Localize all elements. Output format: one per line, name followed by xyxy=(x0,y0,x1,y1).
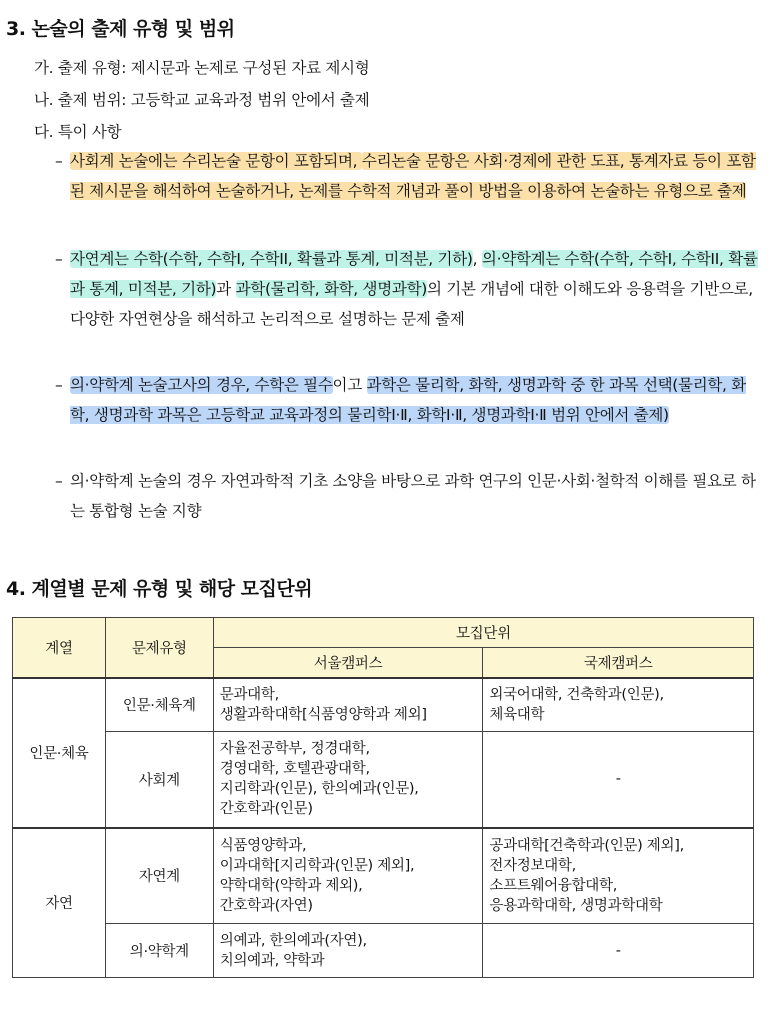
cell-line: 소프트웨어융합대학, xyxy=(489,877,618,894)
cell-global xyxy=(483,828,754,924)
cell-type: 인문·체육계 xyxy=(105,678,213,732)
cell-line: 경영대학, 호텔관광대학, xyxy=(219,761,370,778)
cell-seoul xyxy=(213,924,483,978)
bullet-text-part: 의·약학계 논술고사의 경우, 수학은 필수 xyxy=(70,376,333,394)
cell-global xyxy=(483,678,754,732)
cell-line: 외국어대학, 건축학과(인문), xyxy=(489,686,664,703)
bullet-text-part: 과학(물리학, 화학, 생명과학) xyxy=(235,280,427,298)
cell-gyeyeol: 자연 xyxy=(13,828,106,978)
cell-line: 전자정보대학, xyxy=(489,857,576,874)
cell-type: 의·약학계 xyxy=(105,924,213,978)
bullet-text-part: 의·약학계 논술의 경우 자연과학적 기초 소양을 바탕으로 과학 연구의 인문·사회·철학적 이해를 필요로 하는 통합형 논술 지향 xyxy=(70,472,756,520)
cell-line: 간호학과(인문) xyxy=(219,801,313,818)
cell-line: 체육대학 xyxy=(489,706,545,723)
cell-line: 생활과학대학[식품영양학과 제외] xyxy=(219,706,427,723)
bullet-dash: – xyxy=(55,250,63,268)
cell-line: 자율전공학부, 정경대학, xyxy=(219,741,370,758)
bullet-text-part: 수리논술 문항은 사회·경제에 관한 도표, 통계자료 등이 포함된 제시문을 해석하여 논술하거나, 논제를 수학적 개념과 풀이 방법을 이용하여 논술하는 유형으로 출제 xyxy=(70,152,756,200)
header-global: 국제캠퍼스 xyxy=(483,648,754,678)
cell-line: - xyxy=(615,771,621,788)
bullet-text-part: 사회계 논술에는 수리논술 문항이 포함되며, xyxy=(70,152,362,170)
bullet-text-part: 자연계는 수학(수학, 수학I, 수학II, 확률과 통계, 미적분, 기하) xyxy=(70,250,473,268)
cell-line: 문과대학, xyxy=(219,686,279,703)
cell-seoul xyxy=(213,828,483,924)
bullet-4 xyxy=(70,466,760,526)
header-gyeyeol: 계열 xyxy=(13,618,106,678)
cell-seoul xyxy=(213,732,483,828)
cell-line: 치의예과, 약학과 xyxy=(219,952,325,969)
cell-line: 지리학과(인문), 한의예과(인문), xyxy=(219,781,419,798)
bullet-2 xyxy=(70,244,760,334)
bullet-text-part: 과 xyxy=(216,280,236,298)
cell-global xyxy=(483,732,754,828)
recruitment-table xyxy=(12,617,754,978)
bullet-text-part: 의·약학계는 수학(수학, 수학I, 수학II, 확률과 통계, 미적분, 기하) xyxy=(70,250,758,298)
bullet-3 xyxy=(70,370,760,430)
header-seoul: 서울캠퍼스 xyxy=(213,648,483,678)
cell-line: - xyxy=(615,942,621,959)
item-ga: 가. 출제 유형: 제시문과 논제로 구성된 자료 제시형 xyxy=(34,59,370,77)
bullet-text-part: 의 기본 개념에 대한 이해도와 응용력을 기반으로, 다양한 자연현상을 해석하고 논리적으로 설명하는 문제 출제 xyxy=(70,280,753,328)
cell-gyeyeol: 인문·체육 xyxy=(13,678,106,828)
cell-line: 공과대학[건축학과(인문) 제외], xyxy=(489,837,684,854)
bullet-dash: – xyxy=(55,376,63,394)
item-da: 다. 특이 사항 xyxy=(34,123,122,141)
cell-line: 의예과, 한의예과(자연), xyxy=(219,932,367,949)
cell-line: 응용과학대학, 생명과학대학 xyxy=(489,897,663,914)
cell-line: 이과대학[지리학과(인문) 제외], xyxy=(219,857,415,874)
cell-line: 약학대학(약학과 제외), xyxy=(219,877,363,894)
bullet-text-part: 과학은 물리학, 화학, 생명과학 중 한 과목 선택(물리학, 화학, 생명과학 과목은 고등학교 교육과정의 물리학Ⅰ·Ⅱ, 화학Ⅰ·Ⅱ, 생명과학Ⅰ·Ⅱ 범위 안에서 출제) xyxy=(70,376,746,424)
cell-seoul xyxy=(213,678,483,732)
cell-global xyxy=(483,924,754,978)
cell-line: 식품영양학과, xyxy=(219,837,307,854)
header-unit: 모집단위 xyxy=(213,618,753,648)
cell-line: 간호학과(자연) xyxy=(219,897,313,914)
section-4-title: 4. 계열별 문제 유형 및 해당 모집단위 xyxy=(6,578,313,600)
section-3-title: 3. 논술의 출제 유형 및 범위 xyxy=(6,18,235,40)
bullet-text-part: , xyxy=(472,250,482,268)
bullet-dash: – xyxy=(55,152,63,170)
bullet-dash: – xyxy=(55,472,63,490)
header-type: 문제유형 xyxy=(105,618,213,678)
cell-type: 사회계 xyxy=(105,732,213,828)
item-na: 나. 출제 범위: 고등학교 교육과정 범위 안에서 출제 xyxy=(34,91,370,109)
cell-type: 자연계 xyxy=(105,828,213,924)
bullet-1 xyxy=(70,146,760,206)
bullet-text-part: 이고 xyxy=(332,376,367,394)
